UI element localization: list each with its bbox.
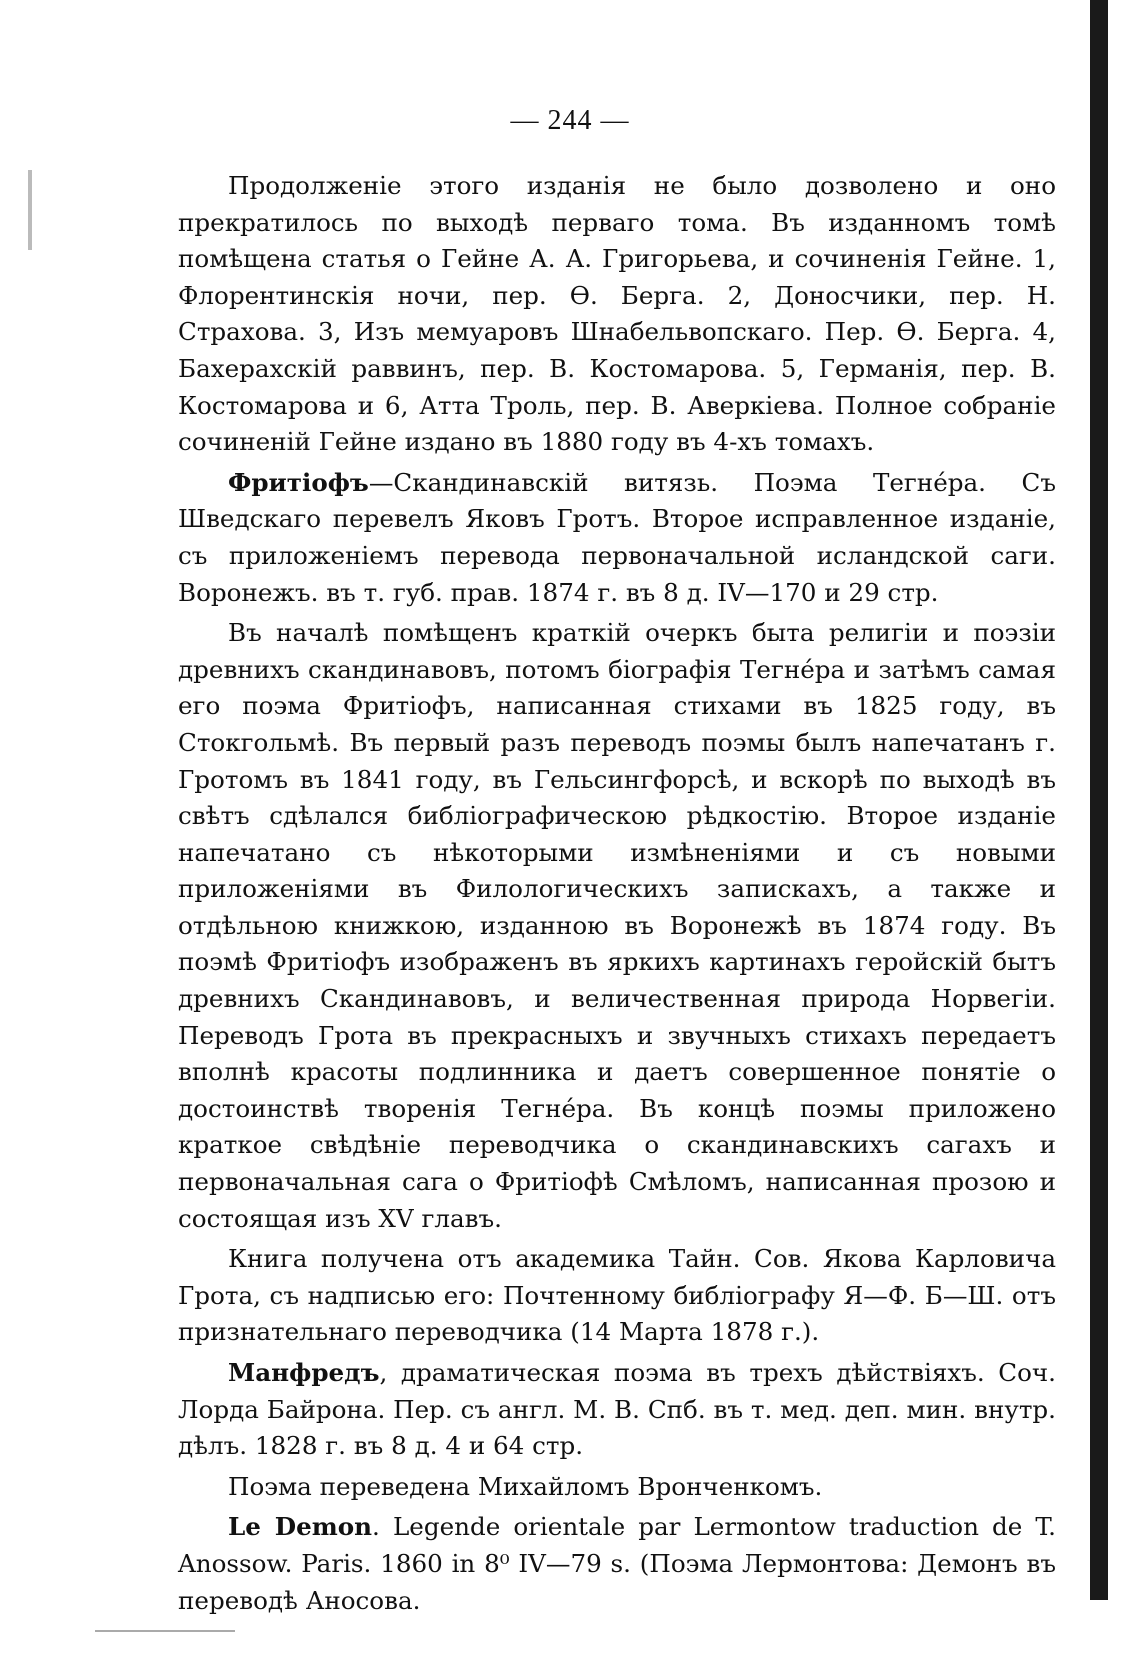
entry-manfred [178,1355,1056,1465]
page-number: — 244 — [510,105,630,136]
paragraph-text: Книга получена отъ академика Тайн. Сов. Якова Карловича Грота, съ надписью его: Почтенному библіографу Я—Ф. Б—Ш. отъ признательнаго переводчика (14 Марта 1878 г.). [178,1244,1056,1347]
entry-fritiof [178,465,1056,611]
paragraph-fritiof-description [178,615,1056,1237]
paragraph-heine-continuation [178,168,1056,461]
paragraph-book-provenance [178,1241,1056,1351]
paragraph-text: Продолженіе этого изданія не было дозволено и оно прекратилось по выходѣ перваго тома. Въ изданномъ томѣ помѣщена статья о Гейне А. А. Григорьева, и сочиненія Гейне. 1, Флорентинскія ночи, пер. Ѳ. Берга. 2, Доносчики, пер. Н. Страхова. 3, Изъ мемуаровъ Шнабельвопскаго. Пер. Ѳ. Берга. 4, Бахерахскій раввинъ, пер. В. Костомарова. 5, Германія, пер. В. Костомарова и 6, Атта Троль, пер. В. Аверкіева. Полное собраніе сочиненій Гейне издано въ 1880 году въ 4-хъ томахъ. [178,171,1056,457]
paragraph-text: Въ началѣ помѣщенъ краткій очеркъ быта религіи и поэзіи древнихъ скандинавовъ, потомъ біографія Тегнéра и затѣмъ самая его поэма Фритіофъ, написанная стихами въ 1825 году, въ Стокгольмѣ. Въ первый разъ переводъ поэмы былъ напечатанъ г. Гротомъ въ 1841 году, въ Гельсингфорсѣ, и вскорѣ по выходѣ въ свѣтъ сдѣлался библіографическою рѣдкостію. Второе изданіе напечатано съ нѣкоторыми измѣненіями и съ новыми приложеніями въ Филологическихъ запискахъ, а также и отдѣльною книжкою, изданною въ Воронежѣ въ 1874 году. Въ поэмѣ Фритіофъ изображенъ въ яркихъ картинахъ геройскій бытъ древнихъ Скандинавовъ, и величественная природа Норвегіи. Переводъ Грота въ прекрасныхъ и звучныхъ стихахъ передаетъ вполнѣ красоты подлинника и даетъ совершенное понятіе о достоинствѣ творенія Тегнéра. Въ концѣ поэмы приложено краткое свѣдѣніе переводчика о скандинавскихъ сагахъ и первоначальная сага о Фритіофѣ Смѣломъ, написанная прозою и состоящая изъ XV главъ. [178,618,1056,1233]
entry-title: Манфредъ [228,1358,380,1387]
entry-text: —Скандинавскій витязь. Поэма Тегнéра. Съ Шведскаго перевелъ Яковъ Гротъ. Второе исправленное изданіе, съ приложеніемъ перевода первоначальной исландской саги. Воронежъ. въ т. губ. прав. 1874 г. въ 8 д. IV—170 и 29 стр. [178,467,1056,607]
entry-title: Le Demon [228,1512,373,1542]
scan-bottom-mark [95,1630,235,1632]
page-edge-shadow [1090,0,1108,1600]
scan-margin-mark [28,170,32,250]
paragraph-translator-note [178,1469,1056,1506]
paragraph-text: Поэма переведена Михайломъ Вронченкомъ. [228,1471,823,1501]
page-body [178,168,1056,1619]
entry-title: Фритіофъ [228,467,369,497]
entry-text: . Legende orientale par Lermontow traduction de T. Anossow. Paris. 1860 in 8⁰ IV—79 s. (Поэма Лермонтова: Демонъ въ переводѣ Аносова. [178,1512,1056,1615]
entry-text: , драматическая поэма въ трехъ дѣйствіяхъ. Соч. Лорда Байрона. Пер. съ англ. М. В. Спб. въ т. мед. деп. мин. внутр. дѣлъ. 1828 г. въ 8 д. 4 и 64 стр. [178,1358,1056,1461]
entry-le-demon [178,1509,1056,1619]
